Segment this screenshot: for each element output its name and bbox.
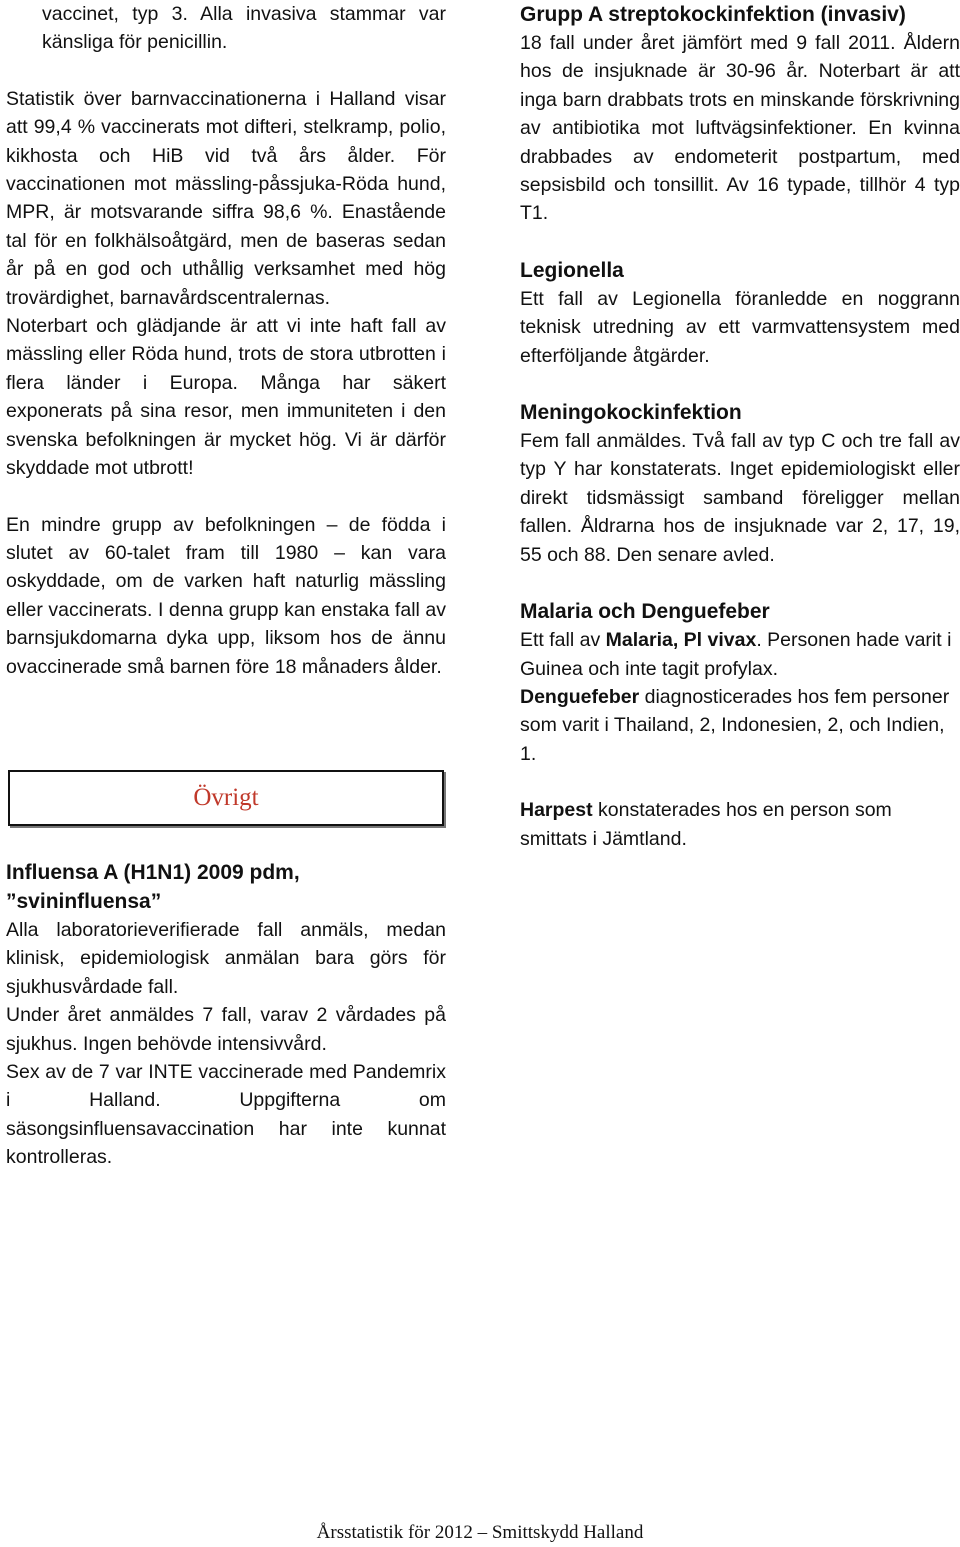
dengue-suffix: diagnosticerades hos fem personer som varit i Thailand, 2, Indonesien, 2, och Indien, 1. [520, 685, 950, 765]
right-column [520, 0, 960, 853]
dengue-bold: Denguefeber [520, 685, 640, 708]
meningo-heading: Meningokockinfektion [520, 401, 742, 425]
legionella-text: Ett fall av Legionella föranledde en noggrann teknisk utredning av ett varmvattensystem med efterföljande åtgärder. [520, 287, 960, 367]
measles-paragraph: Noterbart och glädjande är att vi inte haft fall av mässling eller Röda hund, trots de stora utbrotten i flera länder i Europa. Många har säkert exponerats på sina resor, men immuniteten i den svenska befolkningen är mycket hög. Vi är därför skyddade mot utbrott! [6, 315, 446, 480]
malaria-text [520, 626, 960, 683]
harpest-bold: Harpest [520, 799, 593, 822]
influenza-section [6, 858, 446, 1172]
legionella-heading: Legionella [520, 258, 624, 282]
malaria-bold: Malaria, Pl vivax [605, 629, 757, 652]
influenza-heading: Influensa A (H1N1) 2009 pdm, ”svininfluensa” [6, 861, 300, 913]
left-column [6, 0, 446, 681]
influenza-paragraph-3: Sex av de 7 var INTE vaccinerade med Pandemrix i Halland. Uppgifterna om säsongsinfluensavaccination har inte kunnat kontrolleras. [6, 1061, 446, 1169]
harpest-suffix: konstaterades hos en person som smittats i Jämtland. [520, 799, 892, 850]
influenza-paragraph-2: Under året anmäldes 7 fall, varav 2 vårdades på sjukhus. Ingen behövde intensivvård. [6, 1004, 446, 1055]
malaria-suffix: . Personen hade varit i Guinea och inte tagit profylax. [520, 629, 952, 680]
section-box-ovrigt [8, 770, 444, 826]
meningo-text: Fem fall anmäldes. Två fall av typ C och tre fall av typ Y har konstaterats. Inget epidemiologiskt eller direkt tidsmässigt samband föreligger mellan fallen. Åldrarna hos de insjuknade var 2, 17, 19, 55 och 88. Den senare avled. [520, 430, 960, 566]
statistics-paragraph: Statistik över barnvaccinationerna i Halland visar att 99,4 % vaccinerats mot difteri, stelkramp, polio, kikhosta och HiB vid två års ålder. För vaccinationen mot mässling-påssjuka-Röda hund, MPR, är motsvarande siffra 98,6 %. Enastående tal för en folkhälsoåtgärd, men de baseras sedan år på en god och uthållig verksamhet med hög trovärdighet, barnavårdscentralernas. [6, 87, 446, 309]
influenza-paragraph-1: Alla laboratorieverifierade fall anmäls, medan klinisk, epidemiologisk anmälan bara görs för sjukhusvårdade fall. [6, 919, 446, 998]
strep-heading: Grupp A streptokockinfektion (invasiv) [520, 3, 906, 26]
harpest-text [520, 796, 960, 853]
group-paragraph: En mindre grupp av befolkningen – de födda i slutet av 60-talet fram till 1980 – kan vara oskyddade, om de varken haft naturlig mässling eller vaccinerats. I denna grupp kan enstaka fall av barnsjukdomarna dyka upp, liksom hos de ännu ovaccinerade små barnen före 18 månaders ålder. [6, 513, 446, 678]
section-box-title: Övrigt [193, 784, 259, 811]
strep-text: 18 fall under året jämfört med 9 fall 2011. Åldern hos de insjuknade är 30-96 år. Noterbart är att inga barn drabbats trots en minskande förskrivning av antibiotika mot luftvägsinfektioner. En kvinna drabbades av endometerit postpartum, med sepsisbild och tonsillit. Av 16 typade, tillhör 4 typ T1. [520, 32, 960, 225]
malaria-heading: Malaria och Denguefeber [520, 600, 770, 624]
intro-continuation: vaccinet, typ 3. Alla invasiva stammar var känsliga för penicillin. [42, 3, 446, 54]
malaria-prefix: Ett fall av [520, 629, 606, 652]
dengue-text [520, 683, 960, 768]
page-footer: Årsstatistik för 2012 – Smittskydd Halland [316, 1522, 644, 1543]
